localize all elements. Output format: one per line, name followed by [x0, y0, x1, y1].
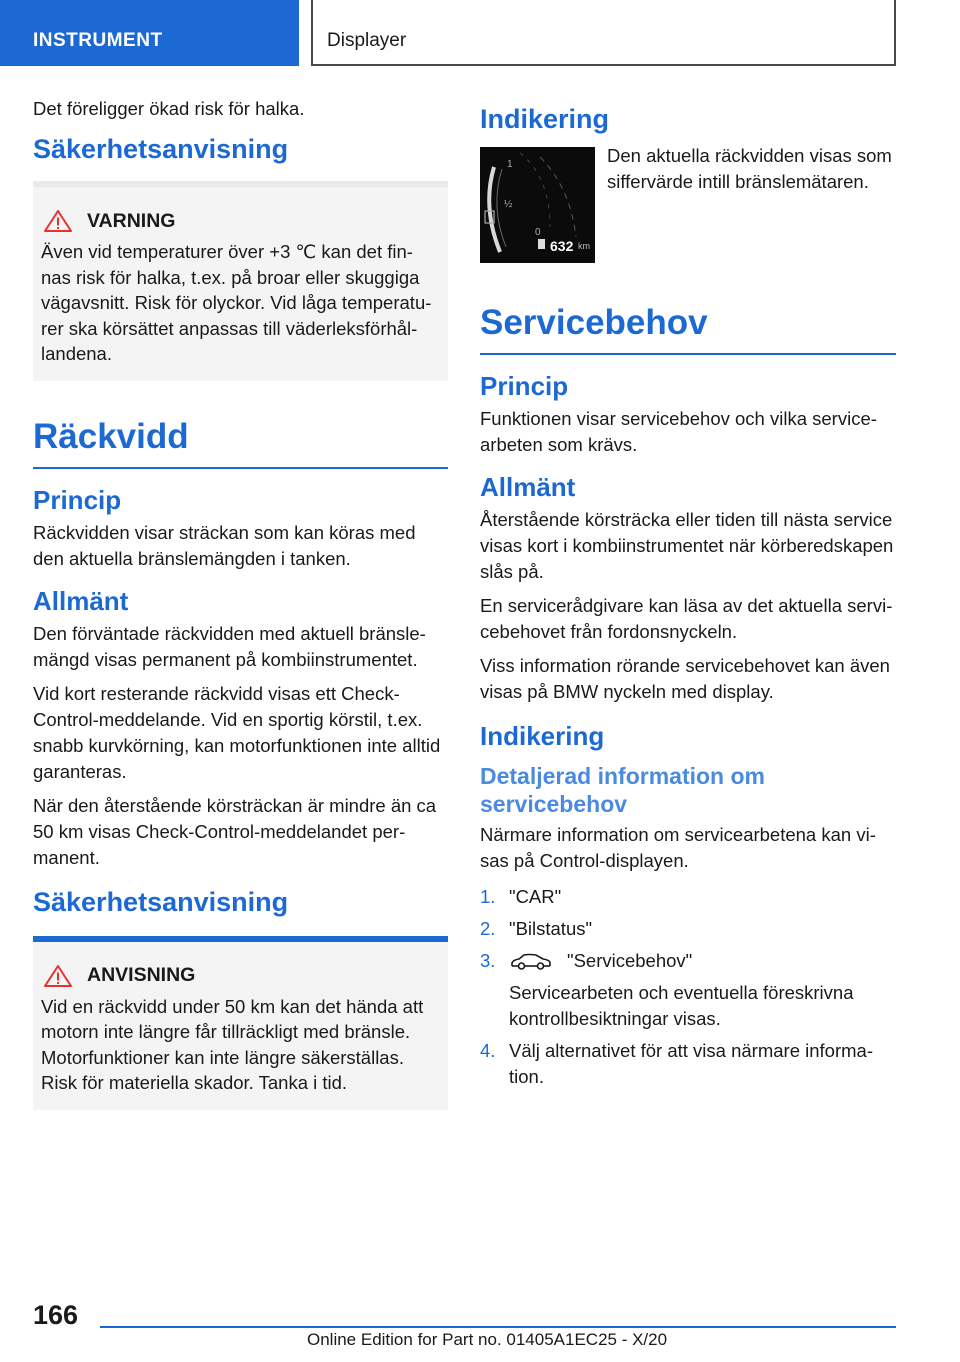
- step-content: [509, 948, 896, 1032]
- warning-title-row: [41, 209, 436, 233]
- list-item: [480, 884, 896, 910]
- footer-divider: [100, 1326, 896, 1328]
- service-indikering-heading: Indikering: [480, 721, 605, 751]
- right-column: [480, 96, 896, 1096]
- princip-text: Räckvidden visar sträckan som kan köras med den aktuella bränslemängden i tanken.: [33, 521, 416, 569]
- notice-title: ANVISNING: [87, 964, 196, 986]
- step-text: Välj alternativet för att visa närmare information.: [509, 1040, 873, 1087]
- allmant-text-3: När den återstående körsträckan är mindre än ca 50 km visas Check-Control-meddelandet permanent.: [33, 794, 437, 868]
- service-princip-text: Funktionen visar servicebehov och vilka servicearbeten som krävs.: [480, 408, 877, 455]
- range-heading: Räckvidd: [33, 417, 448, 469]
- step-number: 2.: [480, 918, 496, 939]
- service-allmant-heading: Allmänt: [480, 472, 576, 502]
- chapter-box: [311, 0, 896, 66]
- service-princip-heading: Princip: [480, 371, 569, 401]
- step-text: "CAR": [509, 886, 562, 907]
- service-allmant-text-3: Viss information rörande servicebehovet kan även visas på BMW nyckeln med display.: [480, 655, 890, 702]
- detail-heading: Detaljerad information om servicebehov: [480, 763, 765, 817]
- step-number: 1.: [480, 886, 496, 907]
- service-allmant-text-2: En servicerådgivare kan läsa av det aktuella servicebehovet från fordonsnyckeln.: [480, 595, 893, 642]
- step-text: "Bilstatus": [509, 918, 593, 939]
- list-item: [480, 916, 896, 942]
- intro-text: Det föreligger ökad risk för halka.: [33, 98, 305, 119]
- notice-box: [33, 936, 448, 1110]
- indikering-block: [480, 143, 896, 263]
- warning-box: [33, 181, 448, 381]
- list-item: [480, 1038, 896, 1090]
- page-number: 166: [33, 1300, 79, 1330]
- step-number: 4.: [480, 1040, 496, 1061]
- allmant-text-2: Vid kort resterande räckvidd visas ett Check-Control-meddelande. Vid en sportig körstil, t.ex. snabb kurvkörning, kan motorfunktionen inte alltid garanteras.: [33, 682, 441, 782]
- gauge-tick-1: 1: [507, 159, 513, 170]
- fuel-gauge-image: [480, 147, 595, 263]
- indikering-text: Den aktuella räckvidden visas som siffervärde intill bränslemätaren.: [607, 145, 892, 192]
- gauge-tick-half: ½: [504, 199, 513, 210]
- notice-title-row: [41, 964, 436, 988]
- list-item: [480, 948, 896, 1032]
- safety-heading: Säkerhetsanvisning: [33, 134, 289, 164]
- gauge-tick-0: 0: [535, 227, 541, 238]
- chapter-title: Displayer: [327, 30, 407, 51]
- warning-text: Även vid temperaturer över +3 ℃ kan det finnas risk för halka, t.ex. på broar eller skuggiga vägavsnitt. Risk för olyckor. Vid låga temperaturer ska körsättet anpassas till väderleksförhållandena.: [41, 241, 432, 364]
- princip-heading: Princip: [33, 484, 122, 515]
- step-number: 3.: [480, 950, 496, 971]
- left-column: [33, 96, 448, 1110]
- gauge-range-value: 632: [550, 238, 574, 254]
- safety-heading-2: Säkerhetsanvisning: [33, 886, 289, 917]
- indikering-heading: Indikering: [480, 104, 610, 134]
- detail-text: Närmare information om servicearbetena kan visas på Control-displayen.: [480, 824, 876, 871]
- steps-list: [480, 884, 896, 1090]
- step-text: "Servicebehov": [567, 950, 693, 971]
- section-title: INSTRUMENT: [33, 30, 163, 51]
- service-heading: Servicebehov: [480, 303, 896, 355]
- gauge-range-unit: km: [578, 241, 590, 251]
- footer-edition: Online Edition for Part no. 01405A1EC25 - X/20: [307, 1330, 668, 1349]
- allmant-heading: Allmänt: [33, 585, 129, 616]
- section-tab: [0, 0, 299, 66]
- warning-triangle-icon: [43, 209, 73, 233]
- car-icon: [509, 953, 553, 971]
- notice-text: Vid en räckvidd under 50 km kan det hända att motorn inte längre får tillräckligt med bränsle. Motorfunktioner kan inte längre säkerställas. Risk för materiella skador. Tanka i tid.: [41, 995, 424, 1093]
- warning-title: VARNING: [87, 209, 176, 232]
- service-allmant-text-1: Återstående körsträcka eller tiden till nästa service visas kort i kombiinstrumentet när körberedskapen slås på.: [480, 509, 894, 582]
- step-subtext: Servicearbeten och eventuella föreskrivna kontrollbesiktningar visas.: [509, 982, 854, 1029]
- allmant-text-1: Den förväntade räckvidden med aktuell bränslemängd visas permanent på kombiinstrumentet.: [33, 622, 426, 670]
- warning-triangle-icon: [43, 964, 73, 988]
